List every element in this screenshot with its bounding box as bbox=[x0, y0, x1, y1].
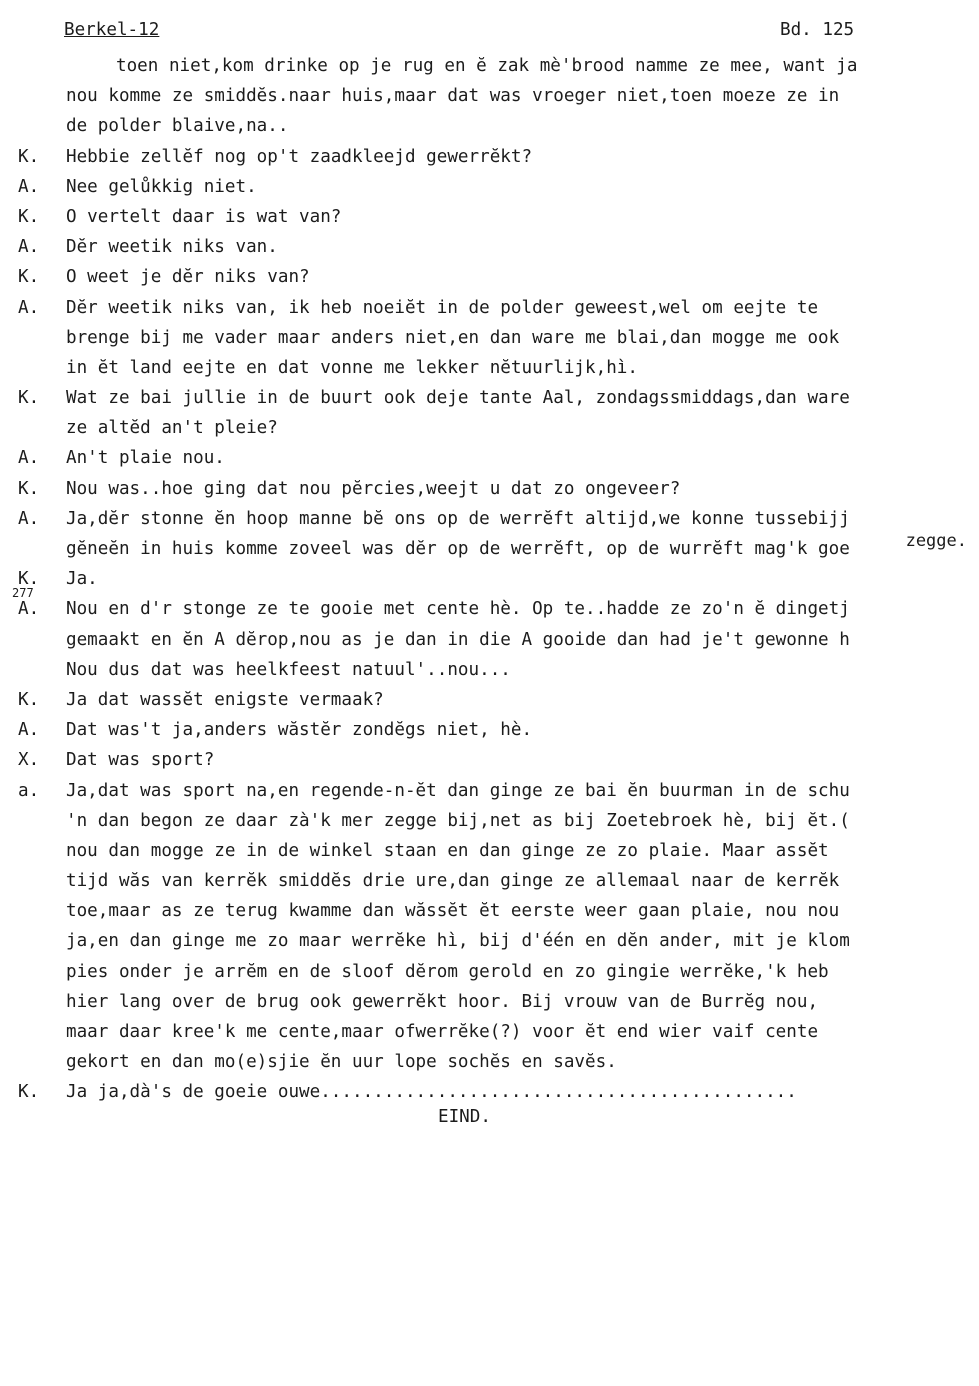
line-text: Ja dat wassĕt enigste vermaak? bbox=[66, 689, 384, 710]
line-text: gĕneĕn in huis komme zoveel was dĕr op de werrĕft, op de wurrĕft mag'k goe bbox=[66, 539, 850, 559]
line-text: tijd wăs van kerrĕk smiddĕs drie ure,dan ginge ze allemaal naar de kerrĕk bbox=[66, 871, 840, 892]
line-text: pies onder je arrĕm en de sloof dĕrom gerold en zo gingie werrĕke,'k heb bbox=[66, 961, 829, 982]
end-marker: EIND. bbox=[438, 1107, 491, 1127]
line-text: Hebbie zellĕf nog op't zaadkleejd gewerrĕkt? bbox=[66, 146, 533, 167]
line-text: Dĕr weetik niks van. bbox=[66, 237, 278, 258]
line-text: Nou was..hoe ging dat nou pĕrcies,weejt u dat zo ongeveer? bbox=[66, 478, 681, 499]
margin-annotation: 277 bbox=[12, 586, 34, 601]
line-text: gemaakt en ĕn A dĕrop,nou as je dan in die A gooide dan had je't gewonne h bbox=[66, 629, 850, 650]
continuation-note: zegge. bbox=[905, 531, 967, 551]
transcript-line bbox=[0, 413, 979, 443]
speaker-label: K. bbox=[18, 1082, 40, 1103]
line-text: nou dan mogge ze in de winkel staan en dan ginge ze zo plaie. Maar assĕt bbox=[66, 840, 829, 861]
transcript-line bbox=[0, 531, 979, 564]
document-title bbox=[64, 20, 159, 40]
speaker-label: A. bbox=[18, 720, 40, 741]
speaker-label: A. bbox=[18, 297, 40, 318]
transcript-line bbox=[0, 1017, 979, 1047]
transcript-line bbox=[0, 142, 979, 172]
transcript-line bbox=[0, 1047, 979, 1077]
line-text: Ja,dĕr stonne ĕn hoop manne bĕ ons op de werrĕft altijd,we konne tussebijj bbox=[66, 508, 850, 529]
speaker-label: X. bbox=[18, 750, 40, 771]
speaker-label: K. bbox=[18, 689, 40, 710]
speaker-label: K. bbox=[18, 267, 40, 288]
transcript-line bbox=[0, 81, 979, 111]
line-text: gekort en dan mo(e)sjie ĕn uur lope sochĕs en savĕs. bbox=[66, 1052, 617, 1073]
line-text: Dat was't ja,anders wăstĕr zondĕgs niet, hè. bbox=[66, 720, 533, 741]
line-text: O vertelt daar is wat van? bbox=[66, 206, 342, 227]
transcript-line bbox=[0, 685, 979, 715]
line-text: Ja. bbox=[66, 569, 98, 590]
speaker-label: K. bbox=[18, 388, 40, 409]
line-text: in ĕt land eejte en dat vonne me lekker nĕtuurlijk,hì. bbox=[66, 357, 638, 378]
line-text: Nou en d'r stonge ze te gooie met cente hè. Op te..hadde ze zo'n ĕ dingetj bbox=[66, 599, 850, 620]
speaker-label: a. bbox=[18, 780, 40, 801]
transcript-line bbox=[0, 957, 979, 987]
transcript-line bbox=[0, 51, 979, 81]
transcript-line bbox=[0, 836, 979, 866]
transcript-line bbox=[0, 232, 979, 262]
transcript-line bbox=[0, 202, 979, 232]
transcript-line bbox=[0, 293, 979, 323]
transcript-line bbox=[0, 866, 979, 896]
speaker-label: A. bbox=[18, 237, 40, 258]
line-text: nou komme ze smiddĕs.naar huis,maar dat was vroeger niet,toen moeze ze in bbox=[66, 86, 840, 107]
speaker-label: A. bbox=[18, 176, 40, 197]
transcript-line bbox=[0, 111, 979, 141]
transcript-line bbox=[0, 745, 979, 775]
transcript-line bbox=[0, 323, 979, 353]
transcript-line bbox=[0, 443, 979, 473]
transcript-line bbox=[0, 715, 979, 745]
line-text: maar daar kree'k me cente,maar ofwerrĕke(?) voor ĕt end wier vaif cente bbox=[66, 1022, 819, 1042]
speaker-label: A. bbox=[18, 448, 40, 469]
transcript-line bbox=[0, 926, 979, 956]
transcript-line bbox=[0, 564, 979, 594]
line-text: brenge bij me vader maar anders niet,en dan ware me blai,dan mogge me ook bbox=[66, 327, 840, 348]
speaker-label: A. bbox=[18, 599, 40, 620]
line-text: toe,maar as ze terug kwamme dan wăssĕt ĕt eerste weer gaan plaie, nou nou bbox=[66, 901, 840, 922]
transcript-line bbox=[0, 776, 979, 806]
speaker-label: A. bbox=[18, 508, 40, 529]
transcript-line bbox=[0, 586, 979, 624]
line-text: ze altĕd an't pleie? bbox=[66, 418, 278, 439]
line-text: Dĕr weetik niks van, ik heb noeiĕt in de polder geweest,wel om eejte te bbox=[66, 297, 819, 318]
line-text: de polder blaive,na.. bbox=[66, 116, 289, 137]
line-text: Nou dus dat was heelkfeest natuul'..nou... bbox=[66, 659, 511, 680]
transcript-body bbox=[0, 51, 979, 1108]
speaker-label: K. bbox=[18, 146, 40, 167]
transcript-line bbox=[0, 172, 979, 202]
transcript-line bbox=[0, 987, 979, 1017]
speaker-label: K. bbox=[18, 478, 40, 499]
line-text: Wat ze bai jullie in de buurt ook deje tante Aal, zondagssmiddags,dan ware bbox=[66, 388, 850, 409]
transcript-line bbox=[0, 625, 979, 655]
transcript-line bbox=[0, 474, 979, 504]
line-text: 'n dan begon ze daar zà'k mer zegge bij,net as bij Zoetebroek hè, bij ĕt.( bbox=[66, 810, 850, 831]
line-text: Ja ja,dà's de goeie ouwe............................................. bbox=[66, 1082, 797, 1103]
line-text: Nee gelůkkig niet. bbox=[66, 176, 257, 197]
page-reference: Bd. 125 bbox=[780, 20, 855, 40]
title-text: Berkel-12 bbox=[64, 20, 160, 40]
speaker-label: K. bbox=[18, 206, 40, 227]
line-text: Ja,dat was sport na,en regende-n-ĕt dan ginge ze bai ĕn buurman in de schu bbox=[66, 780, 850, 801]
transcript-line bbox=[0, 1077, 979, 1107]
transcript-line bbox=[0, 383, 979, 413]
transcript-line bbox=[0, 806, 979, 836]
line-text: O weet je dĕr niks van? bbox=[66, 267, 310, 288]
transcript-line bbox=[0, 896, 979, 926]
line-text: An't plaie nou. bbox=[66, 448, 225, 469]
line-text: ja,en dan ginge me zo maar werrĕke hì, bij d'één en dĕn ander, mit je klom bbox=[66, 931, 850, 952]
transcript-line bbox=[0, 262, 979, 292]
line-text: hier lang over de brug ook gewerrĕkt hoor. Bij vrouw van de Burrĕg nou, bbox=[66, 991, 819, 1012]
transcript-line bbox=[0, 504, 979, 534]
speaker-label: K. bbox=[18, 569, 40, 590]
transcript-line bbox=[0, 655, 979, 685]
line-text: toen niet,kom drinke op je rug en ĕ zak mè'brood namme ze mee, want ja bbox=[116, 56, 858, 76]
line-text: Dat was sport? bbox=[66, 750, 215, 771]
transcript-line bbox=[0, 353, 979, 383]
